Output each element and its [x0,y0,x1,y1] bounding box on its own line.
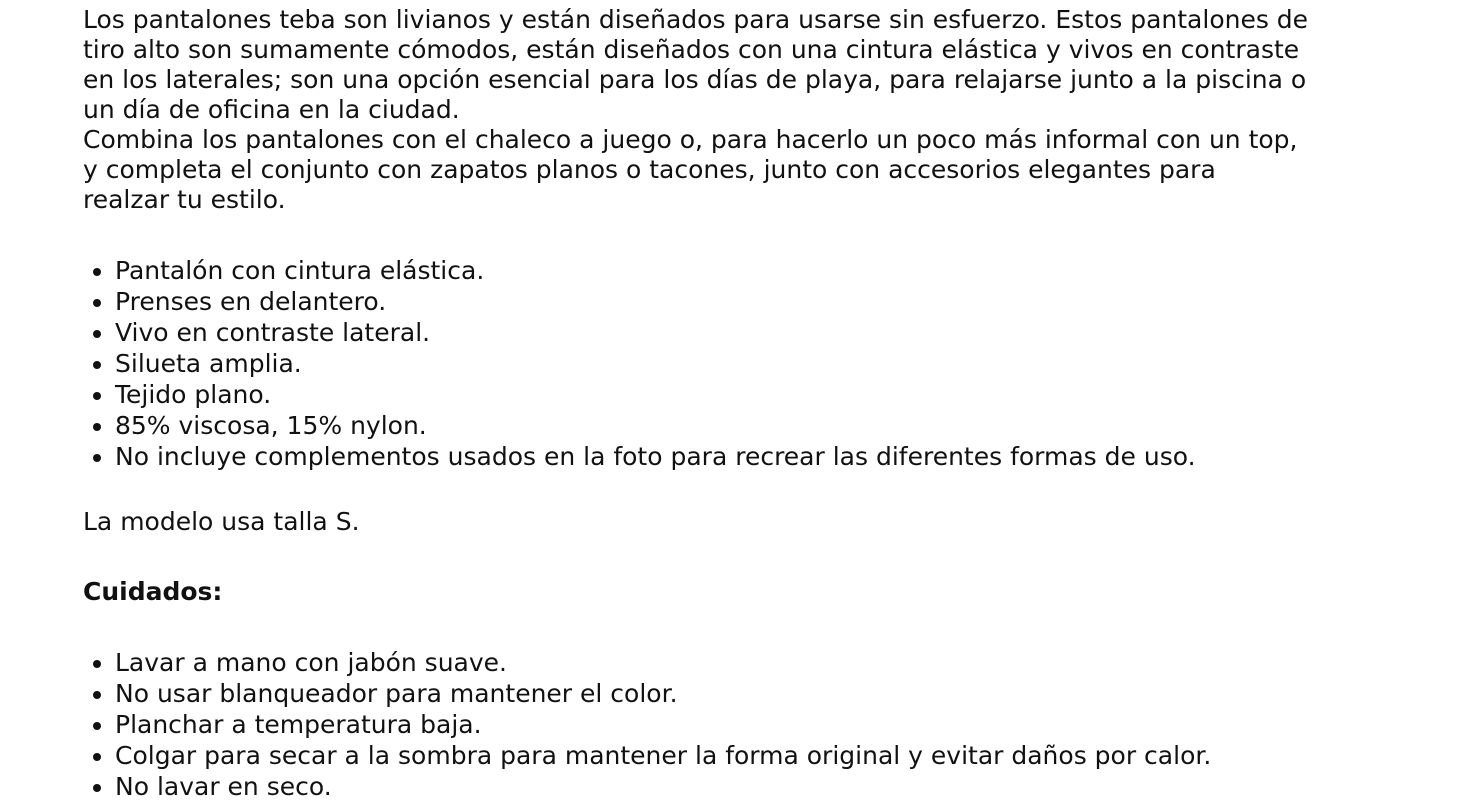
spacer [83,215,1483,255]
product-description [83,5,1483,802]
care-item: • No lavar en seco. [115,771,1483,802]
model-size-note: La modelo usa talla S. [83,507,360,536]
care-list [83,647,1483,802]
feature-item: • Silueta amplia. [115,348,1483,379]
features-list [83,255,1483,472]
care-item: • Lavar a mano con jabón suave. [115,647,1483,678]
feature-item: • No incluye complementos usados en la foto para recrear las diferentes formas de uso. [115,441,1483,472]
care-item: • Colgar para secar a la sombra para mantener la forma original y evitar daños por calor. [115,740,1483,771]
feature-item: • 85% viscosa, 15% nylon. [115,410,1483,441]
description-line: en los laterales; son una opción esencial para los días de playa, para relajarse junto a la piscina o [83,65,1307,94]
description-line: tiro alto son sumamente cómodos, están diseñados con una cintura elástica y vivos en contraste [83,35,1300,64]
feature-item: • Pantalón con cintura elástica. [115,255,1483,286]
spacer [83,537,1483,577]
description-line: un día de oficina en la ciudad. [83,95,460,124]
care-item: • No usar blanqueador para mantener el color. [115,678,1483,709]
care-item: • Planchar a temperatura baja. [115,709,1483,740]
spacer [83,472,1483,507]
feature-item: • Vivo en contraste lateral. [115,317,1483,348]
description-line: Los pantalones teba son livianos y están diseñados para usarse sin esfuerzo. Estos pantalones de [83,5,1309,34]
feature-item: • Tejido plano. [115,379,1483,410]
spacer [83,607,1483,647]
feature-item: • Prenses en delantero. [115,286,1483,317]
description-line: Combina los pantalones con el chaleco a juego o, para hacerlo un poco más informal con un top, [83,125,1298,154]
description-line: y completa el conjunto con zapatos planos o tacones, junto con accesorios elegantes para [83,155,1216,184]
description-line: realzar tu estilo. [83,185,286,214]
care-heading: Cuidados: [83,577,223,606]
